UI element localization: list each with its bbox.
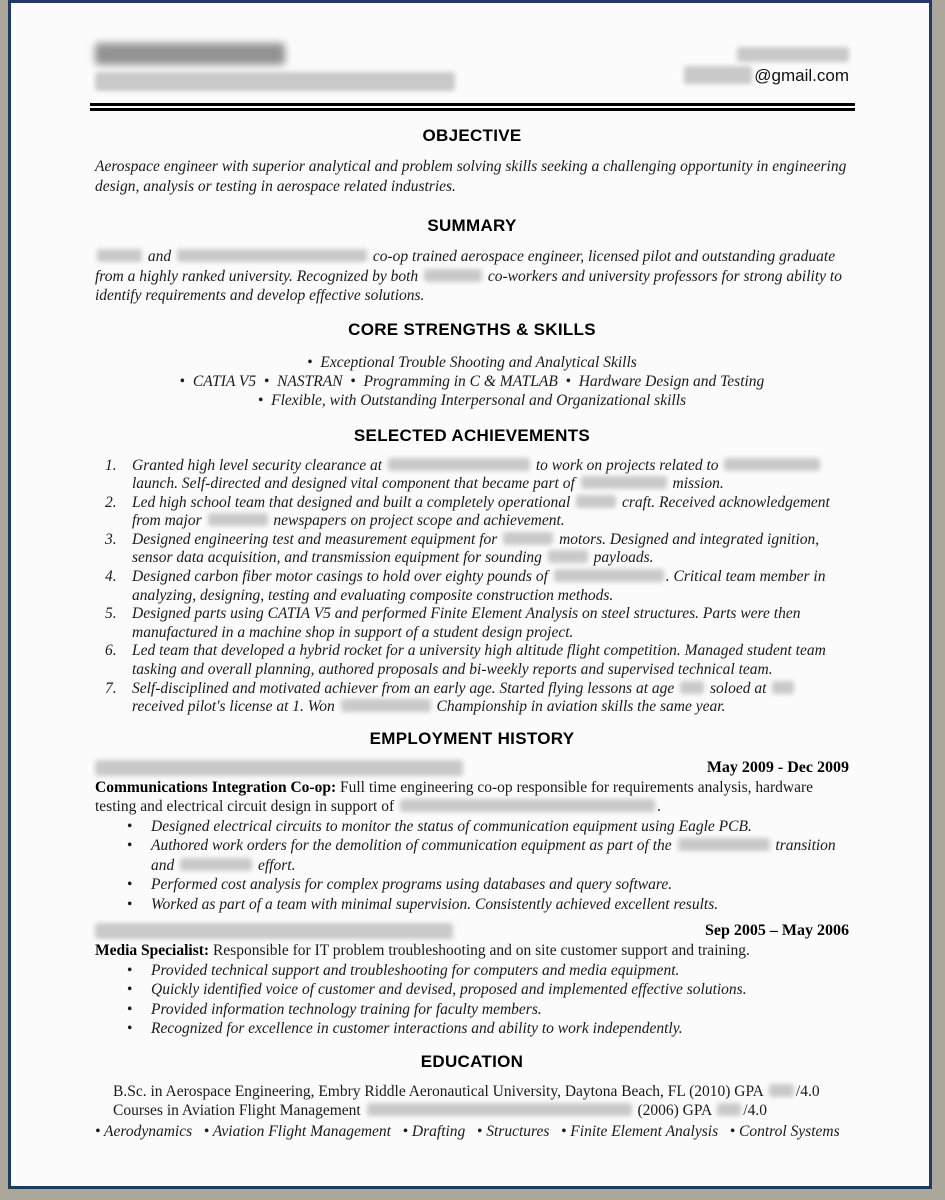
bullet-icon: • — [127, 961, 133, 979]
job-dates: Sep 2005 – May 2006 — [705, 922, 849, 940]
summary-text: and co-op trained aerospace engineer, licensed pilot and outstanding graduate from a highly ranked university. Recognized by both co-workers and university professors for strong ability to identify requirements and develop effective solutions. — [95, 248, 842, 304]
job-bullet-text: Recognized for excellence in customer interactions and ability to work independently. — [151, 1020, 683, 1038]
email-user-redacted — [684, 66, 752, 84]
job-bullet-text: Worked as part of a team with minimal supervision. Consistently achieved excellent results. — [151, 895, 719, 913]
achievement-item — [95, 605, 849, 642]
redacted-text — [177, 249, 367, 262]
redacted-text — [724, 458, 820, 471]
header-double-rule — [90, 103, 855, 111]
job-description-text: Responsible for IT problem troubleshooting and on site customer support and training. — [209, 942, 750, 960]
job-description-text: Full time engineering co-op responsible for requirements analysis, hardware testing and electrical circuit design in support of . — [95, 778, 814, 816]
achievement-number: 5. — [105, 605, 117, 623]
job-role: Communications Integration Co-op: — [95, 778, 337, 796]
skills-heading: CORE STRENGTHS & SKILLS — [348, 319, 596, 339]
bullet-icon: • — [127, 876, 133, 894]
summary-heading: SUMMARY — [427, 216, 517, 235]
redacted-text — [769, 1084, 794, 1097]
job-bullets — [95, 961, 849, 1039]
job-description — [95, 778, 849, 817]
job-bullets — [95, 817, 849, 915]
job-bullet — [95, 1000, 849, 1020]
redacted-text — [97, 249, 142, 262]
achievements-list — [95, 457, 849, 717]
job-header — [95, 922, 849, 940]
achievement-text: Self-disciplined and motivated achiever from an early age. Started flying lessons at age soloed at received pilot's license at 1. Won Championship in aviation skills the same year. — [132, 680, 849, 717]
education-courses-line: Courses in Aviation Flight Management (2006) GPA /4.0 — [113, 1102, 767, 1120]
redacted-text — [678, 838, 770, 851]
achievement-number: 3. — [105, 530, 117, 548]
job-bullet-text: Authored work orders for the demolition of communication equipment as part of the transition and effort. — [151, 837, 836, 874]
resume-header — [95, 43, 849, 91]
job-bullet-text: Provided information technology training for faculty members. — [151, 1000, 542, 1018]
header-contact-left — [95, 43, 455, 91]
job-bullet — [95, 895, 849, 915]
bullet-icon: • — [127, 1020, 133, 1038]
job-bullet — [95, 1019, 849, 1039]
achievement-item — [95, 457, 849, 494]
achievement-text: Led team that developed a hybrid rocket for a university high altitude flight competition. Managed student team tasking and overall planning, authored proposals and bi-weekly reports and supervised technical team. — [132, 642, 826, 679]
bullet-icon: • — [127, 837, 133, 855]
redacted-text — [548, 550, 588, 563]
achievement-item — [95, 642, 849, 679]
redacted-text — [772, 681, 794, 694]
achievement-item — [95, 568, 849, 605]
header-contact-right — [682, 43, 849, 86]
phone-redacted — [737, 47, 849, 62]
education-course-list: • Aerodynamics • Aviation Flight Management • Drafting • Structures • Finite Element Analysis • Control Systems — [95, 1122, 840, 1140]
job-bullet — [95, 875, 849, 895]
job-bullet — [95, 836, 849, 875]
achievement-number: 6. — [105, 642, 117, 660]
achievement-item — [95, 531, 849, 568]
job-bullet-text: Designed electrical circuits to monitor the status of communication equipment using Eagle PCB. — [151, 817, 752, 835]
redacted-text — [208, 513, 268, 526]
redacted-text — [341, 699, 431, 712]
achievement-number: 4. — [105, 568, 117, 586]
redacted-text — [367, 1103, 632, 1116]
achievement-item — [95, 494, 849, 531]
employment-heading: EMPLOYMENT HISTORY — [369, 728, 575, 748]
job-bullet-text: Provided technical support and troubleshooting for computers and media equipment. — [151, 961, 680, 979]
bullet-icon: • — [127, 1000, 133, 1018]
objective-text: Aerospace engineer with superior analytical and problem solving skills seeking a challenging opportunity in engineering design, analysis or testing in aerospace related industries. — [95, 158, 847, 195]
job-entry — [95, 922, 849, 1039]
achievement-text: Designed engineering test and measurement equipment for motors. Designed and integrated ignition, sensor data acquisition, and transmission equipment for sounding payloads. — [132, 530, 820, 567]
redacted-text — [424, 269, 482, 282]
job-bullet — [95, 817, 849, 837]
bullet-icon: • — [127, 895, 133, 913]
job-dates: May 2009 - Dec 2009 — [706, 758, 849, 776]
job-bullet-text: Performed cost analysis for complex programs using databases and query software. — [151, 876, 673, 894]
redacted-text — [581, 476, 667, 489]
achievement-item — [95, 680, 849, 717]
education-heading: EDUCATION — [420, 1051, 524, 1071]
achievement-text: Led high school team that designed and built a completely operational craft. Received acknowledgement from major newspapers on project scope and achievement. — [132, 493, 830, 530]
job-description — [95, 941, 849, 961]
achievement-number: 1. — [105, 456, 117, 474]
redacted-text — [503, 532, 553, 545]
achievement-number: 2. — [105, 493, 117, 511]
achievement-number: 7. — [105, 679, 117, 697]
job-header — [95, 759, 849, 777]
company-redacted — [95, 760, 463, 776]
objective-heading: OBJECTIVE — [422, 126, 522, 145]
bullet-icon: • — [127, 817, 133, 835]
redacted-text — [388, 458, 530, 471]
skill-line: • Flexible, with Outstanding Interpersonal and Organizational skills — [95, 391, 849, 410]
job-entry — [95, 759, 849, 915]
job-bullet-text: Quickly identified voice of customer and devised, proposed and implemented effective solutions. — [151, 981, 747, 999]
redacted-text — [180, 858, 252, 871]
bullet-icon: • — [127, 981, 133, 999]
company-redacted — [95, 923, 453, 939]
skill-line: • Exceptional Trouble Shooting and Analytical Skills — [95, 353, 849, 372]
education-degree-line: B.Sc. in Aerospace Engineering, Embry Riddle Aeronautical University, Daytona Beach, FL (2010) GPA /4.0 — [113, 1082, 820, 1100]
email-line — [682, 66, 849, 86]
redacted-text — [576, 495, 616, 508]
address-redacted — [95, 72, 455, 91]
redacted-text — [680, 681, 704, 694]
job-role: Media Specialist: — [95, 942, 210, 960]
resume-page — [8, 0, 932, 1189]
achievement-text: Designed parts using CATIA V5 and performed Finite Element Analysis on steel structures. Parts were then manufactured in a machine shop in support of a student design project. — [132, 605, 801, 641]
redacted-text — [717, 1103, 741, 1116]
redacted-text — [400, 799, 655, 812]
achievements-heading: SELECTED ACHIEVEMENTS — [353, 425, 591, 445]
name-redacted — [95, 43, 285, 65]
achievement-text: Designed carbon fiber motor casings to hold over eighty pounds of . Critical team member in analyzing, designing, testing and evaluating composite construction methods. — [132, 568, 826, 604]
skill-line: • CATIA V5 • NASTRAN • Programming in C & MATLAB • Hardware Design and Testing — [95, 372, 849, 391]
job-bullet — [95, 961, 849, 981]
email-domain: @gmail.com — [754, 66, 849, 85]
resume-content — [11, 3, 929, 1141]
job-bullet — [95, 980, 849, 1000]
achievement-text: Granted high level security clearance at to work on projects related to launch. Self-directed and designed vital component that became part of mission. — [132, 457, 849, 494]
redacted-text — [554, 569, 664, 582]
skills-list — [95, 353, 849, 410]
